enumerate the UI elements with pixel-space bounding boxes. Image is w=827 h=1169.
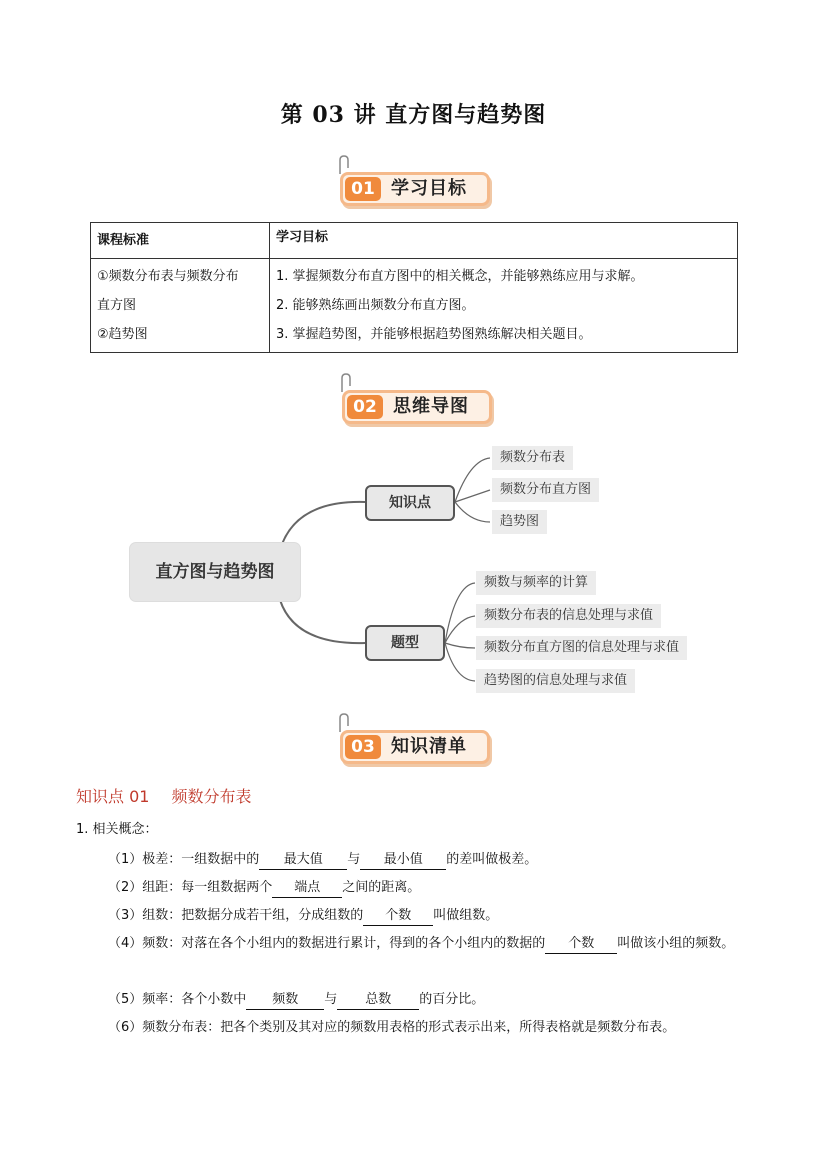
mind-map-leaf: 趋势图 bbox=[492, 510, 547, 534]
knowledge-point-title: 频数分布表 bbox=[171, 787, 252, 806]
page-title: 第 03 讲 直方图与趋势图 bbox=[280, 102, 547, 128]
goals-table bbox=[90, 222, 738, 353]
concept-text: （3）组数：把数据分成若干组，分成组数的 bbox=[108, 908, 364, 923]
section-number: 03 bbox=[345, 735, 381, 759]
mind-map-branch-knowledge: 知识点 bbox=[365, 485, 455, 521]
answer-blank: 总数 bbox=[337, 991, 419, 1010]
mind-map-root: 直方图与趋势图 bbox=[130, 543, 300, 601]
table-header: 课程标准 bbox=[91, 223, 270, 259]
answer-blank: 频数 bbox=[246, 991, 324, 1010]
section-label: 思维导图 bbox=[393, 396, 469, 417]
section-badge-goals bbox=[334, 154, 494, 210]
table-header: 学习目标 bbox=[270, 223, 738, 259]
answer-blank: 最小值 bbox=[360, 851, 446, 870]
section-number: 02 bbox=[347, 395, 383, 419]
answer-blank: 个数 bbox=[363, 907, 433, 926]
concept-text: （2）组距：每一组数据两个 bbox=[108, 880, 273, 895]
objective-line: 1. 掌握频数分布直方图中的相关概念，并能够熟练应用与求解。 bbox=[276, 269, 644, 284]
mind-map-branch-question-types: 题型 bbox=[365, 625, 445, 661]
concept-text: 与 bbox=[347, 852, 361, 867]
concept-text: 叫做该小组的频数。 bbox=[617, 936, 735, 951]
mind-map bbox=[120, 440, 720, 700]
answer-blank: 个数 bbox=[545, 935, 617, 954]
knowledge-point-heading bbox=[76, 784, 251, 807]
concept-text: （1）极差：一组数据中的 bbox=[108, 852, 260, 867]
concept-text: （5）频率：各个小数中 bbox=[108, 992, 247, 1007]
section-label: 学习目标 bbox=[391, 178, 467, 199]
concept-text: 之间的距离。 bbox=[342, 880, 421, 895]
concept-text: （6）频数分布表：把各个类别及其对应的频数用表格的形式表示出来，所得表格就是频数分布表。 bbox=[108, 1020, 676, 1035]
objective-line: 3. 掌握趋势图，并能够根据趋势图熟练解决相关题目。 bbox=[276, 327, 592, 342]
concept-item bbox=[76, 846, 756, 874]
standard-line: ②趋势图 bbox=[97, 327, 148, 342]
concept-text: 的差叫做极差。 bbox=[446, 852, 538, 867]
mind-map-leaf: 频数分布直方图 bbox=[492, 478, 599, 502]
mind-map-leaf: 频数分布表 bbox=[492, 446, 573, 470]
concept-item bbox=[76, 986, 756, 1014]
concept-text: 与 bbox=[324, 992, 338, 1007]
concept-item bbox=[76, 930, 756, 958]
concepts-intro: 1. 相关概念： bbox=[76, 822, 158, 837]
section-label: 知识清单 bbox=[391, 736, 467, 757]
mind-map-leaf: 频数分布表的信息处理与求值 bbox=[476, 604, 661, 628]
section-number: 01 bbox=[345, 177, 381, 201]
concept-text: 叫做组数。 bbox=[433, 908, 499, 923]
concept-text: （4）频数：对落在各个小组内的数据进行累计，得到的各个小组内的数据的 bbox=[108, 936, 546, 951]
objective-line: 2. 能够熟练画出频数分布直方图。 bbox=[276, 298, 475, 313]
mind-map-leaf: 频数分布直方图的信息处理与求值 bbox=[476, 636, 687, 660]
knowledge-point-number: 知识点 01 bbox=[76, 787, 150, 806]
concept-item bbox=[76, 1014, 756, 1042]
standards-cell bbox=[91, 259, 270, 353]
answer-blank: 最大值 bbox=[259, 851, 347, 870]
concept-text: 的百分比。 bbox=[419, 992, 485, 1007]
mind-map-leaf: 趋势图的信息处理与求值 bbox=[476, 669, 635, 693]
standard-line: 直方图 bbox=[97, 298, 137, 313]
mind-map-leaf: 频数与频率的计算 bbox=[476, 571, 596, 595]
objectives-cell bbox=[270, 259, 738, 353]
standard-line: ①频数分布表与频数分布 bbox=[97, 269, 239, 284]
concept-item bbox=[76, 874, 756, 902]
concept-item bbox=[76, 902, 756, 930]
section-badge-mindmap bbox=[336, 372, 496, 428]
answer-blank: 端点 bbox=[272, 879, 342, 898]
section-badge-knowledge bbox=[334, 712, 494, 768]
